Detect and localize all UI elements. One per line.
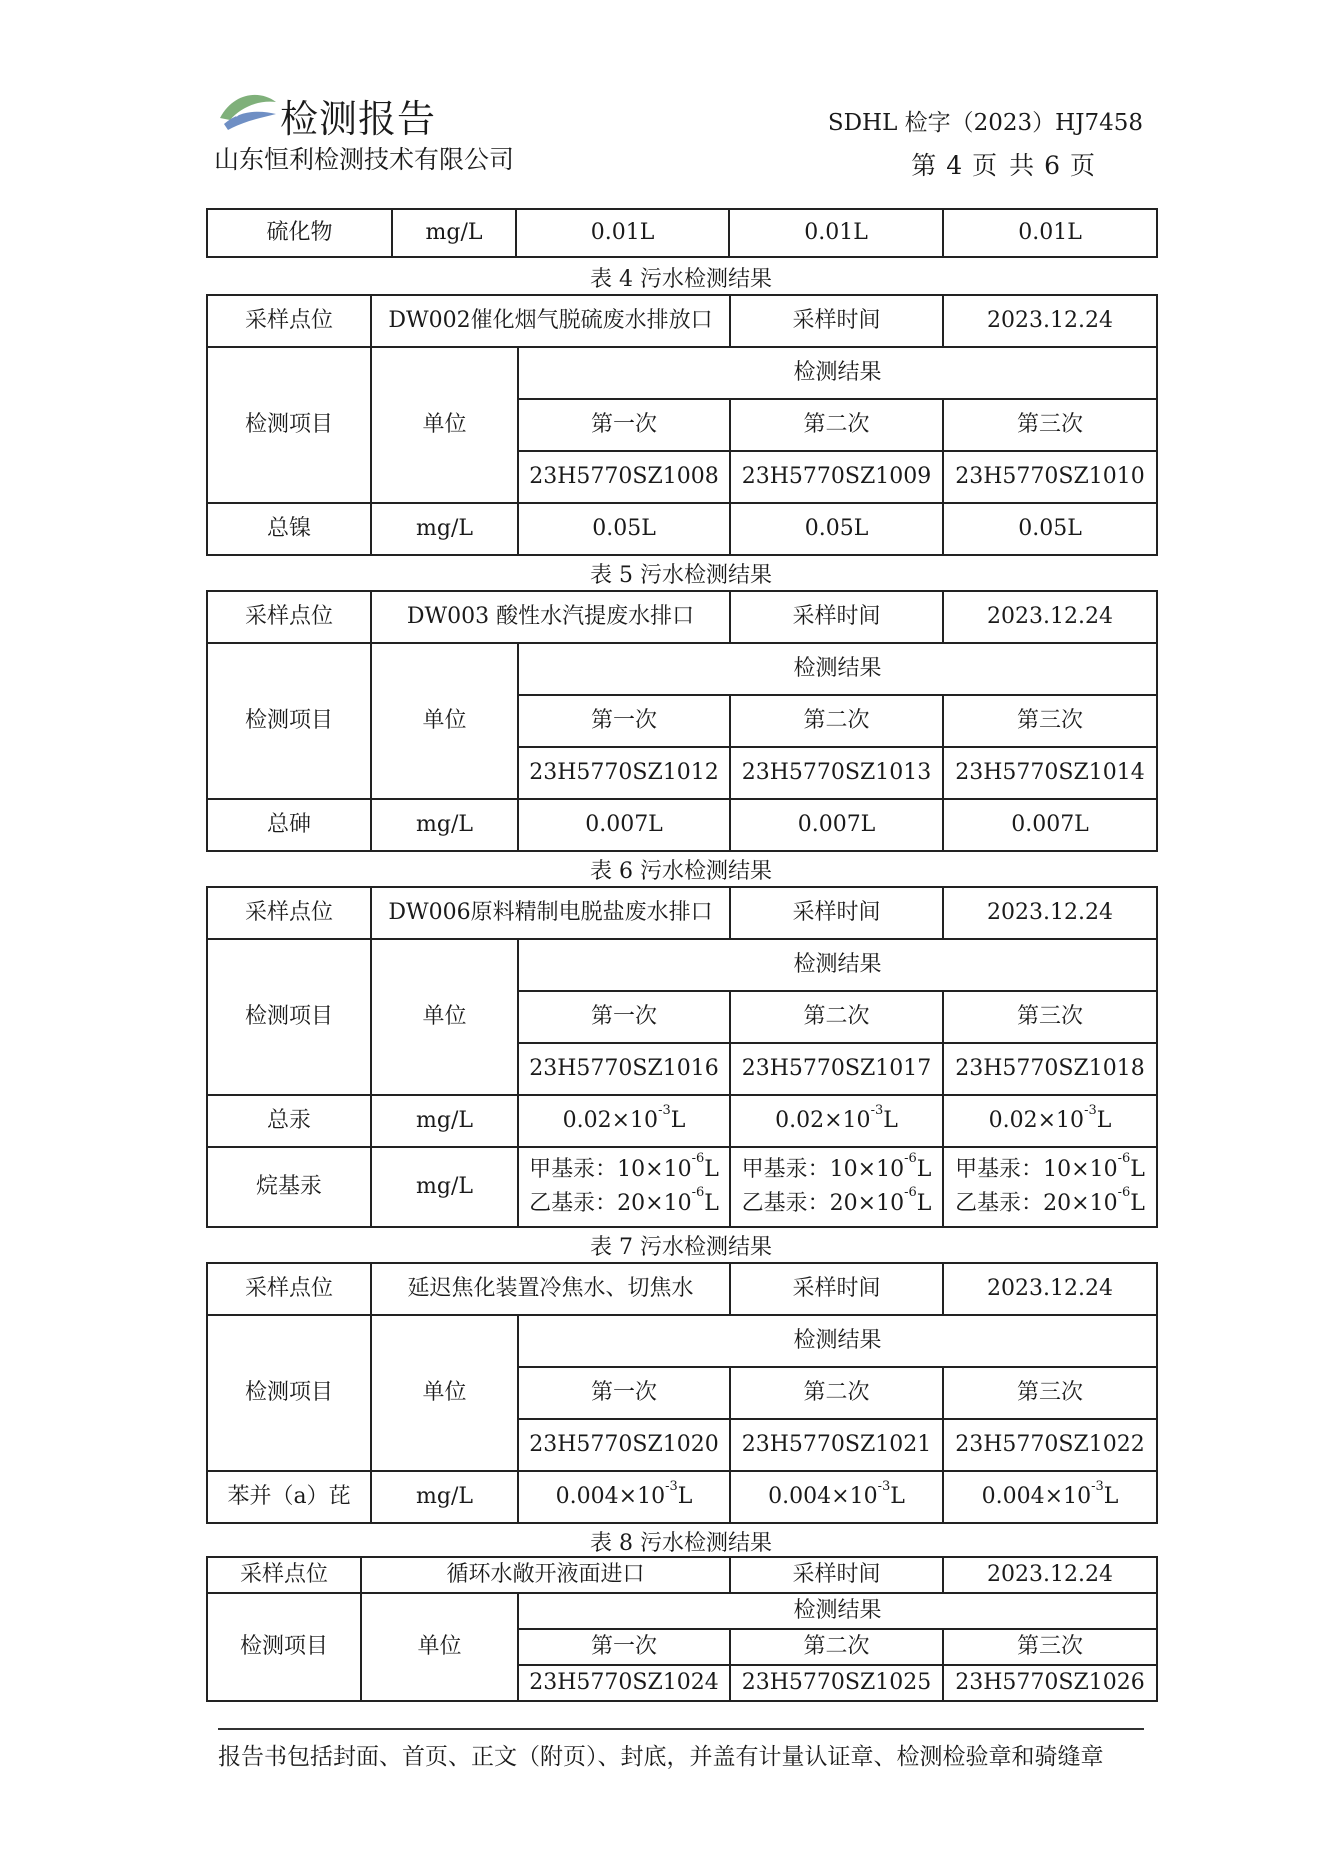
value-cell [730, 1471, 943, 1523]
value-suffix: L [677, 1484, 693, 1510]
value-exponent: -3 [1084, 1103, 1097, 1119]
value-mantissa: 10×10 [829, 1156, 905, 1182]
value-mantissa: 0.004×10 [768, 1484, 878, 1510]
sampling-time-label: 采样时间 [730, 1263, 943, 1315]
sample-id: 23H5770SZ1008 [518, 451, 730, 503]
value-suffix: L [916, 1156, 932, 1182]
table-row [207, 1471, 1157, 1523]
value-mantissa: 0.004×10 [981, 1484, 1092, 1510]
value-exponent: -6 [1117, 1185, 1131, 1200]
value-cell [518, 1471, 730, 1523]
table-row [207, 347, 1157, 399]
unit-cell: mg/L [371, 503, 518, 555]
sampling-time-value: 2023.12.24 [943, 1263, 1157, 1315]
table-caption: 表 8 污水检测结果 [590, 1531, 772, 1556]
value-cell: 0.01L [943, 209, 1157, 257]
sample-id: 23H5770SZ1014 [943, 747, 1157, 799]
sampling-point-value: DW003 酸性水汽提废水排口 [371, 591, 730, 643]
value-exponent: -6 [904, 1150, 917, 1166]
item-cell: 苯并（a）芘 [207, 1471, 371, 1523]
first-header: 第一次 [518, 1367, 730, 1419]
company-logo-icon [216, 88, 280, 134]
company-name: 山东恒利检测技术有限公司 [214, 145, 515, 174]
second-header: 第二次 [730, 1629, 943, 1665]
value-exponent: -3 [1091, 1479, 1104, 1495]
value-mantissa: 10×10 [617, 1156, 692, 1182]
table-row [207, 295, 1157, 347]
result-table-7 [206, 1262, 1158, 1524]
value-suffix: L [704, 1156, 719, 1182]
footer-note: 报告书包括封面、首页、正文（附页）、封底，并盖有计量认证章、检测检验章和骑缝章 [218, 1744, 1104, 1770]
sample-id: 23H5770SZ1017 [730, 1043, 943, 1095]
value-exponent: -6 [1117, 1150, 1131, 1166]
value-exponent: -6 [691, 1150, 705, 1166]
value-suffix: L [1130, 1156, 1145, 1182]
third-header: 第三次 [943, 695, 1157, 747]
sample-id: 23H5770SZ1026 [943, 1665, 1157, 1701]
unit-cell: mg/L [371, 1471, 518, 1523]
results-header: 检测结果 [518, 1593, 1157, 1629]
ethyl-label: 乙基汞： [955, 1191, 1044, 1216]
page-indicator [907, 146, 1101, 182]
results-header: 检测结果 [518, 939, 1157, 991]
value-cell: 0.01L [729, 209, 943, 257]
sampling-time-value: 2023.12.24 [943, 887, 1157, 939]
table-caption: 表 7 污水检测结果 [590, 1235, 772, 1260]
unit-header: 单位 [371, 939, 518, 1095]
sample-id: 23H5770SZ1022 [943, 1419, 1157, 1471]
sampling-time-value: 2023.12.24 [943, 295, 1157, 347]
unit-cell: mg/L [371, 1147, 518, 1227]
table-row [207, 1263, 1157, 1315]
value-suffix: L [1103, 1484, 1119, 1510]
second-header: 第二次 [730, 399, 943, 451]
sampling-point-label: 采样点位 [207, 1263, 371, 1315]
sample-id: 23H5770SZ1016 [518, 1043, 730, 1095]
value-cell [730, 1095, 943, 1147]
page-mid: 页 共 [972, 151, 1037, 180]
item-cell: 总砷 [207, 799, 371, 851]
result-table-8 [206, 1556, 1158, 1702]
value-exponent: -3 [877, 1479, 891, 1495]
value-cell [518, 1147, 730, 1227]
value-cell: 0.05L [518, 503, 730, 555]
results-header: 检测结果 [518, 1315, 1157, 1367]
value-mantissa: 0.004×10 [555, 1484, 666, 1510]
table-row [207, 939, 1157, 991]
methyl-line [519, 1150, 729, 1187]
footer-divider [218, 1728, 1144, 1730]
value-cell [943, 1095, 1157, 1147]
test-item-header: 检测项目 [207, 643, 371, 799]
result-table-4 [206, 294, 1158, 556]
value-mantissa: 0.02×10 [562, 1108, 659, 1134]
sampling-point-value: DW002催化烟气脱硫废水排放口 [371, 295, 730, 347]
ethyl-label: 乙基汞： [529, 1191, 618, 1216]
result-table-5 [206, 590, 1158, 852]
value-cell: 0.05L [943, 503, 1157, 555]
value-suffix: L [916, 1191, 932, 1216]
sample-id: 23H5770SZ1018 [943, 1043, 1157, 1095]
value-suffix: L [704, 1191, 719, 1216]
sampling-time-label: 采样时间 [730, 1557, 943, 1593]
sample-id: 23H5770SZ1024 [518, 1665, 730, 1701]
value-suffix: L [1130, 1191, 1145, 1216]
value-exponent: -3 [665, 1479, 678, 1495]
third-header: 第三次 [943, 399, 1157, 451]
value-mantissa: 20×10 [829, 1191, 905, 1216]
second-header: 第二次 [730, 991, 943, 1043]
value-cell: 0.007L [518, 799, 730, 851]
unit-header: 单位 [371, 1315, 518, 1471]
item-cell: 总汞 [207, 1095, 371, 1147]
unit-cell: mg/L [371, 799, 518, 851]
value-cell [943, 1471, 1157, 1523]
item-cell: 总镍 [207, 503, 371, 555]
value-exponent: -6 [904, 1185, 917, 1200]
unit-cell: mg/L [392, 209, 516, 257]
unit-header: 单位 [371, 347, 518, 503]
table-row [207, 591, 1157, 643]
value-mantissa: 0.02×10 [988, 1108, 1085, 1134]
value-cell [943, 1147, 1157, 1227]
sample-id: 23H5770SZ1009 [730, 451, 943, 503]
sampling-time-value: 2023.12.24 [943, 1557, 1157, 1593]
unit-header: 单位 [361, 1593, 518, 1701]
second-header: 第二次 [730, 1367, 943, 1419]
sampling-time-label: 采样时间 [730, 295, 943, 347]
methyl-label: 甲基汞： [955, 1156, 1044, 1182]
value-suffix: L [890, 1484, 905, 1510]
ethyl-label: 乙基汞： [741, 1191, 830, 1216]
value-mantissa: 0.02×10 [775, 1108, 871, 1134]
test-item-header: 检测项目 [207, 347, 371, 503]
value-cell: 0.05L [730, 503, 943, 555]
sampling-point-value: 延迟焦化装置冷焦水、切焦水 [371, 1263, 730, 1315]
ethyl-line [944, 1187, 1156, 1221]
value-exponent: -3 [658, 1103, 671, 1119]
sampling-point-label: 采样点位 [207, 591, 371, 643]
value-cell: 0.01L [516, 209, 729, 257]
value-suffix: L [1096, 1108, 1112, 1134]
first-header: 第一次 [518, 399, 730, 451]
sampling-time-value: 2023.12.24 [943, 591, 1157, 643]
page-suffix: 页 [1069, 151, 1097, 180]
sampling-time-label: 采样时间 [730, 887, 943, 939]
item-cell: 硫化物 [207, 209, 392, 257]
table-row [207, 887, 1157, 939]
ethyl-line [519, 1187, 729, 1221]
methyl-label: 甲基汞： [741, 1156, 830, 1182]
unit-cell: mg/L [371, 1095, 518, 1147]
table-row [207, 503, 1157, 555]
sampling-point-label: 采样点位 [207, 1557, 361, 1593]
methyl-label: 甲基汞： [529, 1156, 618, 1182]
value-cell: 0.007L [730, 799, 943, 851]
third-header: 第三次 [943, 1629, 1157, 1665]
page-prefix: 第 [911, 151, 939, 180]
sample-id: 23H5770SZ1012 [518, 747, 730, 799]
value-suffix: L [670, 1108, 686, 1134]
table-row [207, 643, 1157, 695]
table-row [207, 1593, 1157, 1629]
value-exponent: -6 [691, 1185, 705, 1200]
first-header: 第一次 [518, 991, 730, 1043]
sample-id: 23H5770SZ1020 [518, 1419, 730, 1471]
methyl-line [731, 1150, 942, 1187]
report-title: 检测报告 [280, 97, 437, 141]
value-mantissa: 20×10 [1043, 1191, 1118, 1216]
value-cell [518, 1095, 730, 1147]
item-cell: 烷基汞 [207, 1147, 371, 1227]
value-suffix: L [883, 1108, 898, 1134]
sample-id: 23H5770SZ1025 [730, 1665, 943, 1701]
value-mantissa: 10×10 [1043, 1156, 1118, 1182]
ethyl-line [731, 1187, 942, 1221]
table-caption: 表 5 污水检测结果 [590, 563, 772, 588]
continued-table [206, 208, 1158, 258]
table-caption: 表 6 污水检测结果 [590, 859, 772, 884]
table-row [207, 1147, 1157, 1227]
sampling-point-value: 循环水敞开液面进口 [361, 1557, 730, 1593]
third-header: 第三次 [943, 1367, 1157, 1419]
test-item-header: 检测项目 [207, 1315, 371, 1471]
unit-header: 单位 [371, 643, 518, 799]
value-cell: 0.007L [943, 799, 1157, 851]
test-item-header: 检测项目 [207, 939, 371, 1095]
first-header: 第一次 [518, 1629, 730, 1665]
first-header: 第一次 [518, 695, 730, 747]
results-header: 检测结果 [518, 643, 1157, 695]
page-total: 6 [1044, 151, 1062, 180]
sample-id: 23H5770SZ1013 [730, 747, 943, 799]
test-item-header: 检测项目 [207, 1593, 361, 1701]
sampling-time-label: 采样时间 [730, 591, 943, 643]
sampling-point-label: 采样点位 [207, 295, 371, 347]
page-current: 4 [946, 151, 965, 180]
table-row [207, 1095, 1157, 1147]
value-cell [730, 1147, 943, 1227]
table-row [207, 1315, 1157, 1367]
table-caption: 表 4 污水检测结果 [590, 267, 772, 292]
table-row [207, 799, 1157, 851]
third-header: 第三次 [943, 991, 1157, 1043]
sample-id: 23H5770SZ1021 [730, 1419, 943, 1471]
report-code: SDHL 检字（2023）HJ7458 [827, 110, 1143, 136]
second-header: 第二次 [730, 695, 943, 747]
table-row [207, 209, 1157, 257]
result-table-6 [206, 886, 1158, 1228]
value-exponent: -3 [870, 1103, 884, 1119]
sampling-point-value: DW006原料精制电脱盐废水排口 [371, 887, 730, 939]
sample-id: 23H5770SZ1010 [943, 451, 1157, 503]
methyl-line [944, 1150, 1156, 1187]
value-mantissa: 20×10 [617, 1191, 692, 1216]
results-header: 检测结果 [518, 347, 1157, 399]
table-row [207, 1557, 1157, 1593]
sampling-point-label: 采样点位 [207, 887, 371, 939]
